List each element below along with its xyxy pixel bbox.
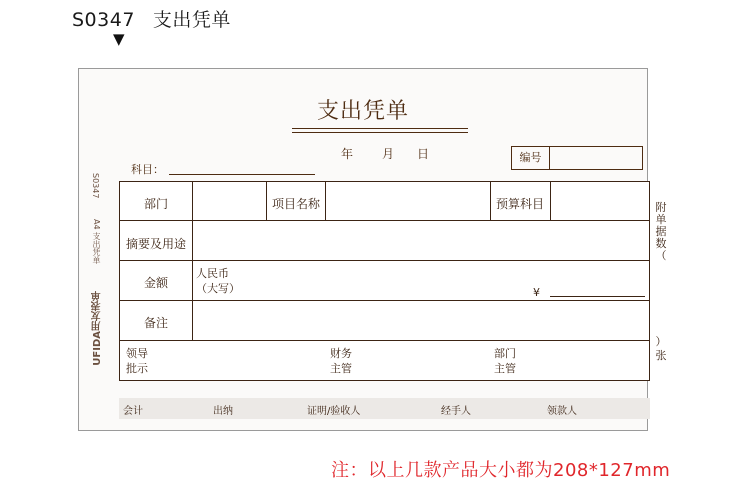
title-underline-bottom [292,132,468,133]
signature-strip [119,398,650,419]
col-divider [550,182,551,220]
signature-accountant: 会计 [123,406,143,417]
summary-purpose-label: 摘要及用途 [126,237,187,251]
voucher-table [119,181,650,381]
attachment-char: 单 [655,213,667,226]
row-divider [120,300,649,301]
signature-payee: 领款人 [547,406,577,417]
currency-uppercase-label: （大写） [196,282,240,295]
serial-number-field[interactable] [511,146,643,170]
attachment-char: （ [655,249,667,262]
side-product-code: S0347 [91,173,100,199]
yen-amount-field[interactable] [550,296,645,297]
subject-label: 科目： [131,163,164,176]
department-label: 部门 [144,197,169,211]
dept-label: 部门 [494,347,516,360]
row-divider [120,220,649,221]
attachment-char: 数 [655,237,667,250]
col-divider [490,182,491,220]
date-month: 月 [382,147,395,161]
title-underline-top [292,128,468,129]
attachment-char: 张 [655,349,667,362]
subject-field[interactable] [169,174,315,175]
attachment-char: 据 [655,225,667,238]
form-title: 支出凭单 [316,99,409,124]
brand-logo: UFIDA用友表单 [92,291,103,366]
col-divider [325,182,326,220]
finance-label: 财务 [330,347,352,360]
finance-supervisor-label: 主管 [330,362,352,375]
row-divider [120,340,649,341]
signature-handler: 经手人 [441,406,471,417]
yen-symbol: ¥ [533,286,540,299]
date-day: 日 [417,147,430,161]
row-divider [120,260,649,261]
product-code: S0347 [72,9,135,31]
date-year: 年 [341,147,354,161]
remarks-label: 备注 [144,316,169,330]
signature-cashier: 出纳 [213,406,233,417]
signature-verifier: 证明/验收人 [307,406,361,417]
serial-label: 编号 [512,147,550,169]
budget-subject-label: 预算科目 [496,197,545,211]
attachment-char: 附 [655,201,667,214]
product-header [72,5,231,32]
side-size-label: A4 支出凭单 [92,219,101,265]
dept-supervisor-label: 主管 [494,362,516,375]
leader-label: 领导 [126,347,148,360]
amount-label: 金额 [144,276,169,290]
currency-label: 人民币 [196,267,229,280]
product-name: 支出凭单 [152,9,231,31]
leader-instruction-label: 批示 [126,362,148,375]
voucher-form [78,68,667,431]
project-name-label: 项目名称 [272,197,321,211]
col-divider [266,182,267,220]
attachment-char: ） [655,335,667,348]
col-divider [192,182,193,340]
down-arrow-icon: ▼ [113,30,125,48]
size-note: 注：以上几款产品大小都为208*127mm [331,460,671,481]
